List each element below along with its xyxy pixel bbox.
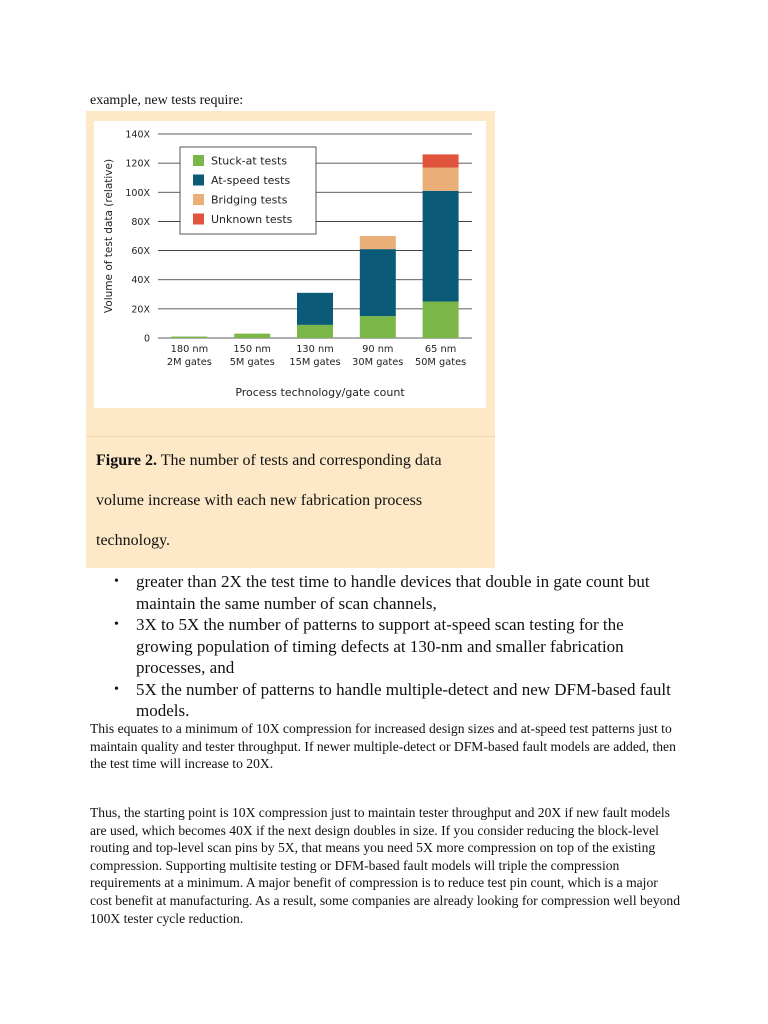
- bar-segment-at-speed-tests: [360, 249, 396, 316]
- y-tick-label: 120X: [125, 158, 150, 170]
- y-tick-label: 140X: [125, 129, 150, 141]
- figure-caption: [96, 441, 486, 561]
- legend-label: Stuck-at tests: [211, 154, 288, 168]
- bar-segment-bridging-tests: [423, 168, 459, 191]
- bullet-item: • greater than 2X the test time to handle devices that double in gate count but maintain the same number of scan channels,: [112, 571, 682, 614]
- bar-segment-stuck-at-tests: [234, 334, 270, 338]
- legend-swatch: [193, 155, 204, 166]
- x-tick-label: 90 nm: [362, 344, 394, 355]
- figure-caption-text: The number of tests and corresponding data volume increase with each new fabrication process technology.: [96, 452, 442, 549]
- chart-panel: [94, 121, 486, 408]
- intro-text: example, new tests require:: [90, 93, 244, 108]
- legend-swatch: [193, 175, 204, 186]
- bar-segment-at-speed-tests: [423, 191, 459, 302]
- paragraph: Thus, the starting point is 10X compression just to maintain tester throughput and 20X if new fault models are used, which becomes 40X if the next design doubles in size. If you consider reducing the block-level routing and top-level scan pins by 5X, that means you need 5X more compression on top of the existing compression. Supporting multisite testing or DFM-based fault models will triple the compression requirements at a minimum. A major benefit of compression is to reduce test pin count, which is a major cost benefit at manufacturing. As a result, some companies are already looking for compression well beyond 100X tester cycle reduction.: [90, 805, 681, 926]
- bar-segment-unknown-tests: [423, 154, 459, 167]
- bullet-list: [112, 571, 682, 722]
- bullet-item: • 5X the number of patterns to handle multiple-detect and new DFM-based fault models.: [112, 679, 682, 722]
- legend-label: Unknown tests: [211, 213, 293, 226]
- y-axis-label: Volume of test data (relative): [103, 158, 115, 314]
- y-tick-label: 20X: [131, 304, 150, 316]
- y-tick-label: 60X: [131, 246, 150, 258]
- figure-box: [86, 111, 495, 568]
- legend-swatch: [193, 194, 204, 205]
- bar-segment-stuck-at-tests: [423, 302, 459, 338]
- legend-label: Bridging tests: [211, 193, 288, 207]
- bar-segment-bridging-tests: [360, 236, 396, 249]
- legend-swatch: [193, 214, 204, 225]
- stacked-bar-chart: [94, 121, 486, 408]
- bar-segment-stuck-at-tests: [360, 316, 396, 338]
- x-tick-label: 5M gates: [229, 357, 275, 368]
- x-tick-label: 180 nm: [170, 344, 209, 355]
- x-tick-label: 50M gates: [414, 357, 467, 368]
- x-tick-label: 130 nm: [296, 344, 334, 355]
- figure-caption-label: Figure 2.: [96, 452, 158, 469]
- bar-segment-at-speed-tests: [297, 293, 333, 325]
- y-tick-label: 100X: [125, 187, 150, 199]
- x-axis-label: Process technology/gate count: [235, 386, 405, 399]
- legend-label: At-speed tests: [211, 174, 291, 187]
- y-tick-label: 80X: [131, 216, 150, 228]
- y-tick-label: 40X: [131, 275, 150, 287]
- x-tick-label: 150 nm: [233, 344, 271, 355]
- bar-segment-stuck-at-tests: [171, 337, 207, 338]
- x-tick-label: 30M gates: [352, 357, 404, 368]
- bar-segment-stuck-at-tests: [297, 325, 333, 338]
- y-tick-label: 0: [143, 333, 150, 345]
- x-tick-label: 2M gates: [166, 357, 212, 368]
- figure-divider: [86, 436, 495, 437]
- bullet-item: • 3X to 5X the number of patterns to support at-speed scan testing for the growing population of timing defects at 130-nm and smaller fabrication processes, and: [112, 614, 682, 679]
- paragraph: This equates to a minimum of 10X compression for increased design sizes and at-speed test patterns just to maintain quality and tester throughput. If newer multiple-detect or DFM-based fault models are added, then the test time will increase to 20X.: [90, 721, 676, 772]
- x-tick-label: 65 nm: [424, 344, 457, 355]
- x-tick-label: 15M gates: [289, 357, 341, 368]
